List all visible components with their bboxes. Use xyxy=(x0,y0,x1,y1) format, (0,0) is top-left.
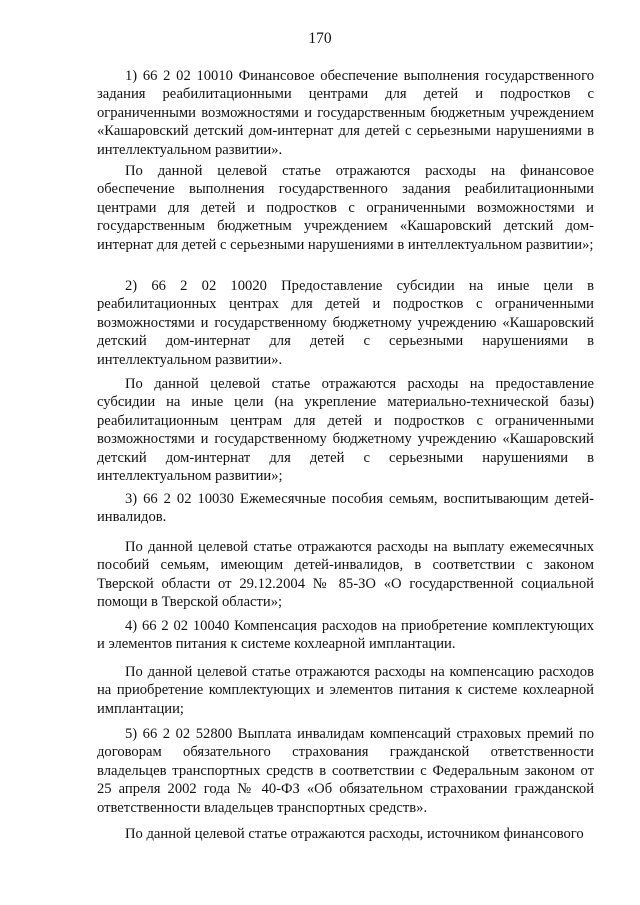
paragraph-item-2: 2) 66 2 02 10020 Предоставление субсидии на иные цели в реабилитационных центрах для детей и подростков с ограниченными возможностями и государственному бюджетному учреждению «Кашаровский детский дом-интернат для детей с серьезными нарушениями в интеллектуальном развитии». xyxy=(97,278,594,368)
paragraph-description-2: По данной целевой статье отражаются расходы на предоставление субсидии на иные цели (на укрепление материально-технической базы) реабилитационным центрам для детей и подростков с ограниченными возможностями и государственному бюджетному учреждению «Кашаровский детский дом-интернат для детей с серьезными нарушениями в интеллектуальном развитии»; xyxy=(97,376,594,485)
paragraph-item-1: 1) 66 2 02 10010 Финансовое обеспечение выполнения государственного задания реабилитационными центрами для детей и подростков с ограниченными возможностями и государственным бюджетным учреждением «Кашаровский детский дом-интернат для детей с серьезными нарушениями в интеллектуальном развитии». xyxy=(97,68,594,158)
page-number: 170 xyxy=(308,30,332,47)
paragraph-description-5: По данной целевой статье отражаются расходы, источником финансового xyxy=(125,826,584,842)
paragraph-item-5: 5) 66 2 02 52800 Выплата инвалидам компенсаций страховых премий по договорам обязательного страхования гражданской ответственности владельцев транспортных средств в соответствии с Федеральным законом от 25 апреля 2002 года № 40-ФЗ «Об обязательном страховании гражданской ответственности владельцев транспортных средств». xyxy=(97,726,594,816)
paragraph-description-4: По данной целевой статье отражаются расходы на компенсацию расходов на приобретение комплектующих и элементов питания к системе кохлеарной имплантации; xyxy=(97,664,594,717)
paragraph-item-3: 3) 66 2 02 10030 Ежемесячные пособия семьям, воспитывающим детей-инвалидов. xyxy=(97,491,594,526)
paragraph-description-3: По данной целевой статье отражаются расходы на выплату ежемесячных пособий семьям, имеющим детей-инвалидов, в соответствии с законом Тверской области от 29.12.2004 № 85-ЗО «О государственной социальной помощи в Тверской области»; xyxy=(97,539,594,611)
paragraph-description-1: По данной целевой статье отражаются расходы на финансовое обеспечение выполнения государственного задания реабилитационными центрами для детей и подростков с ограниченными возможностями и государственным бюджетным учреждением «Кашаровский детский дом-интернат для детей с серьезными нарушениями в интеллектуальном развитии»; xyxy=(97,163,594,253)
paragraph-item-4: 4) 66 2 02 10040 Компенсация расходов на приобретение комплектующих и элементов питания к системе кохлеарной имплантации. xyxy=(97,618,594,653)
